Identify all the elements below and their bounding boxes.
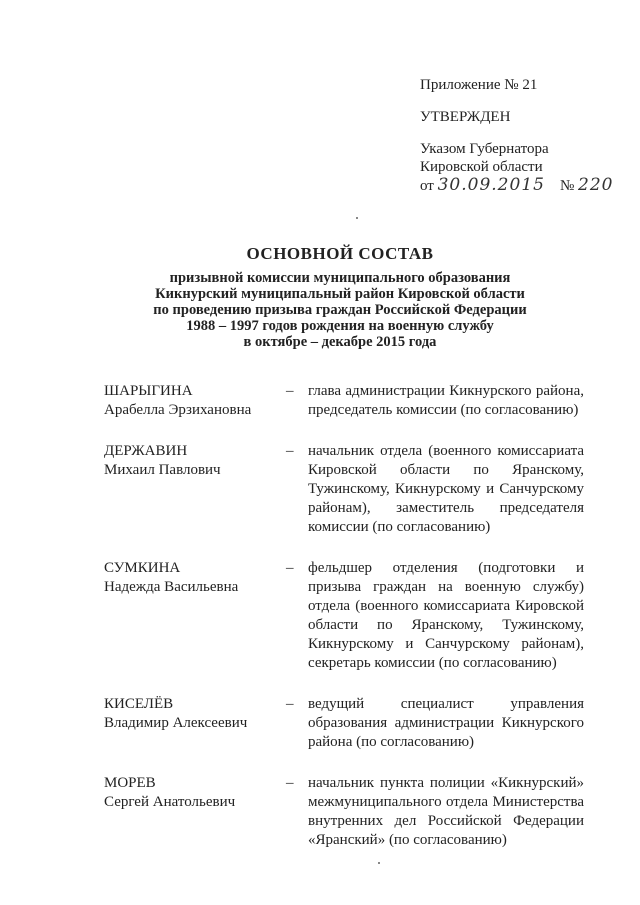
member-given-name: Надежда Васильевна bbox=[104, 579, 239, 595]
member-row bbox=[104, 774, 584, 850]
scan-speck bbox=[378, 862, 380, 864]
decree-line-1: Указом Губернатора bbox=[420, 141, 549, 157]
dash-separator: – bbox=[286, 560, 294, 576]
member-name bbox=[104, 774, 286, 850]
decree-line-2: Кировской области bbox=[420, 159, 543, 175]
member-role: начальник пункта полиции «Кикнурский» межмуниципального отдела Министерства внутренних дел Российской Федерации «Яранский» (по согласованию) bbox=[308, 775, 584, 848]
member-role: глава администрации Кикнурского района, председатель комиссии (по согласованию) bbox=[308, 383, 584, 418]
member-given-name: Арабелла Эрзихановна bbox=[104, 402, 252, 418]
member-surname: КИСЕЛЁВ bbox=[104, 696, 174, 712]
member-surname: МОРЕВ bbox=[104, 775, 156, 791]
member-surname: СУМКИНА bbox=[104, 560, 181, 576]
document-title bbox=[130, 244, 550, 350]
member-surname: ДЕРЖАВИН bbox=[104, 443, 188, 459]
number-prefix: № bbox=[559, 178, 575, 194]
member-role: начальник отдела (военного комиссариата Кировской области по Яранскому, Тужинскому, Кикнурскому и Санчурскому районам), заместитель председателя комиссии (по согласованию) bbox=[308, 443, 584, 535]
member-row bbox=[104, 695, 584, 752]
title-line: Кикнурский муниципальный район Кировской области bbox=[155, 286, 525, 302]
member-role: ведущий специалист управления образования администрации Кикнурского района (по согласованию) bbox=[308, 696, 584, 750]
members-list bbox=[104, 382, 584, 872]
approved-label: УТВЕРЖДЕН bbox=[420, 109, 511, 125]
member-name bbox=[104, 382, 286, 420]
member-given-name: Михаил Павлович bbox=[104, 462, 221, 478]
title-line: 1988 – 1997 годов рождения на военную службу bbox=[186, 318, 494, 334]
member-given-name: Владимир Алексеевич bbox=[104, 715, 248, 731]
dash-separator: – bbox=[286, 696, 294, 712]
member-row bbox=[104, 559, 584, 673]
member-role: фельдшер отделения (подготовки и призыва граждан на военную службу) отдела (военного комиссариата Кировской области по Яранскому, Тужинскому, Кикнурскому и Санчурскому районам), секретарь комиссии (по согласованию) bbox=[308, 560, 584, 671]
member-surname: ШАРЫГИНА bbox=[104, 383, 193, 399]
date-prefix: от bbox=[420, 178, 434, 194]
member-given-name: Сергей Анатольевич bbox=[104, 794, 236, 810]
appendix-label: Приложение № 21 bbox=[420, 77, 538, 93]
member-row bbox=[104, 382, 584, 420]
handwritten-date: 30.09.2015 bbox=[437, 175, 545, 195]
dash-separator: – bbox=[286, 383, 294, 399]
member-row bbox=[104, 442, 584, 537]
member-name bbox=[104, 695, 286, 752]
dash-separator: – bbox=[286, 443, 294, 459]
title-line: призывной комиссии муниципального образования bbox=[169, 270, 511, 286]
title-line: по проведению призыва граждан Российской Федерации bbox=[153, 302, 527, 318]
scan-speck bbox=[356, 217, 358, 219]
member-name bbox=[104, 442, 286, 537]
approval-block bbox=[420, 76, 613, 195]
title-main: ОСНОВНОЙ СОСТАВ bbox=[246, 244, 434, 263]
decree-date-line bbox=[420, 176, 613, 195]
handwritten-number: 220 bbox=[578, 175, 614, 195]
dash-separator: – bbox=[286, 775, 294, 791]
title-line: в октябре – декабре 2015 года bbox=[243, 334, 437, 350]
member-name bbox=[104, 559, 286, 673]
